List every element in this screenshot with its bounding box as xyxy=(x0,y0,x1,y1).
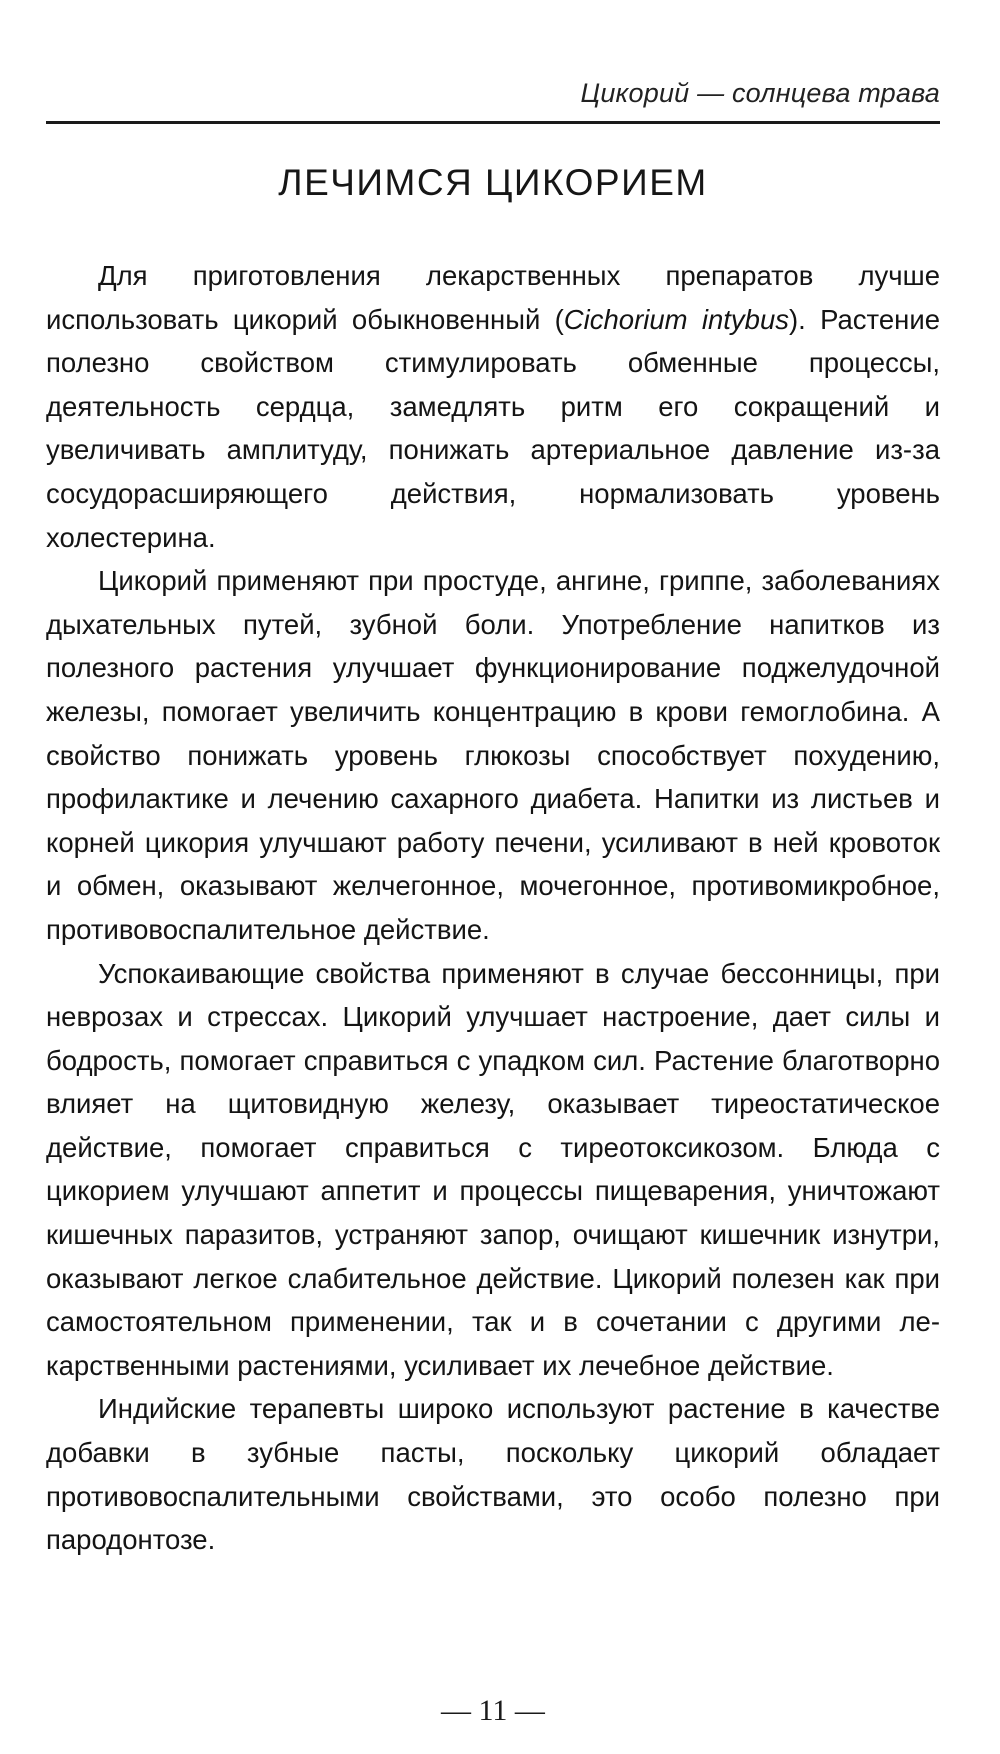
paragraph-2: Цикорий применяют при простуде, ангине, гриппе, заболеваниях дыхательных путей, зубной боли. Употребление напитков из полезного растения улучшает функционирование поджелудочной железы, помогает увеличить концентрацию в крови гемоглобина. А свойство понижать уровень глюкозы способствует похудению, профилактике и лечению сахарного диабета. Напитки из листьев и корней цикория улучшают работу печени, усиливают в ней кровоток и обмен, оказывают желчегонное, мочегонное, противомикробное, противовоспалительное действие. xyxy=(46,565,940,945)
chapter-title: ЛЕЧИМСЯ ЦИКОРИЕМ xyxy=(278,162,708,203)
page-number: — 11 — xyxy=(441,1694,545,1727)
latin-name: Cichorium intybus xyxy=(563,303,789,335)
paragraph-3: Успокаивающие свойства применяют в случае бессонницы, при неврозах и стрессах. Цикорий улучшает настроение, дает силы и бодрость, помогает справиться с упадком сил. Растение благотворно влияет на щитовидную железу, оказывает тиреостатическое действие, помогает справиться с тиреотоксикозом. Блюда с цикорием улучшают аппетит и процессы пищеварения, уничтожают кишечных паразитов, устраняют запор, очищают кишечник изнутри, оказывают легкое слабительное действие. Цикорий полезен как при самостоятельном применении, так и в сочетании с другими лекарственными растениями, усиливает их лечебное действие. xyxy=(46,957,940,1381)
body-text xyxy=(46,254,940,1562)
paragraph-1 xyxy=(46,254,940,559)
running-header: Цикорий — солнцева трава xyxy=(580,78,940,108)
paragraph-4: Индийские терапевты широко используют растение в качестве добавки в зубные пасты, поскольку цикорий обладает противовоспалительными свойствами, это особо полезно при пародонтозе. xyxy=(46,1393,940,1556)
header-rule xyxy=(46,121,940,124)
book-page xyxy=(46,0,940,1754)
paragraph-1-text-before: Для приготовления лекарственных препаратов лучше использовать цикорий обыкновенный ( xyxy=(46,260,940,335)
paragraph-1-text-after: ). Растение полезно свойством стимулировать обменные процессы, деятельность сердца, замедлять ритм его сокращений и увеличивать амплитуду, понижать артериальное давление из-за сосудорасширяющего действия, нормализовать уровень холестерина. xyxy=(46,303,940,553)
